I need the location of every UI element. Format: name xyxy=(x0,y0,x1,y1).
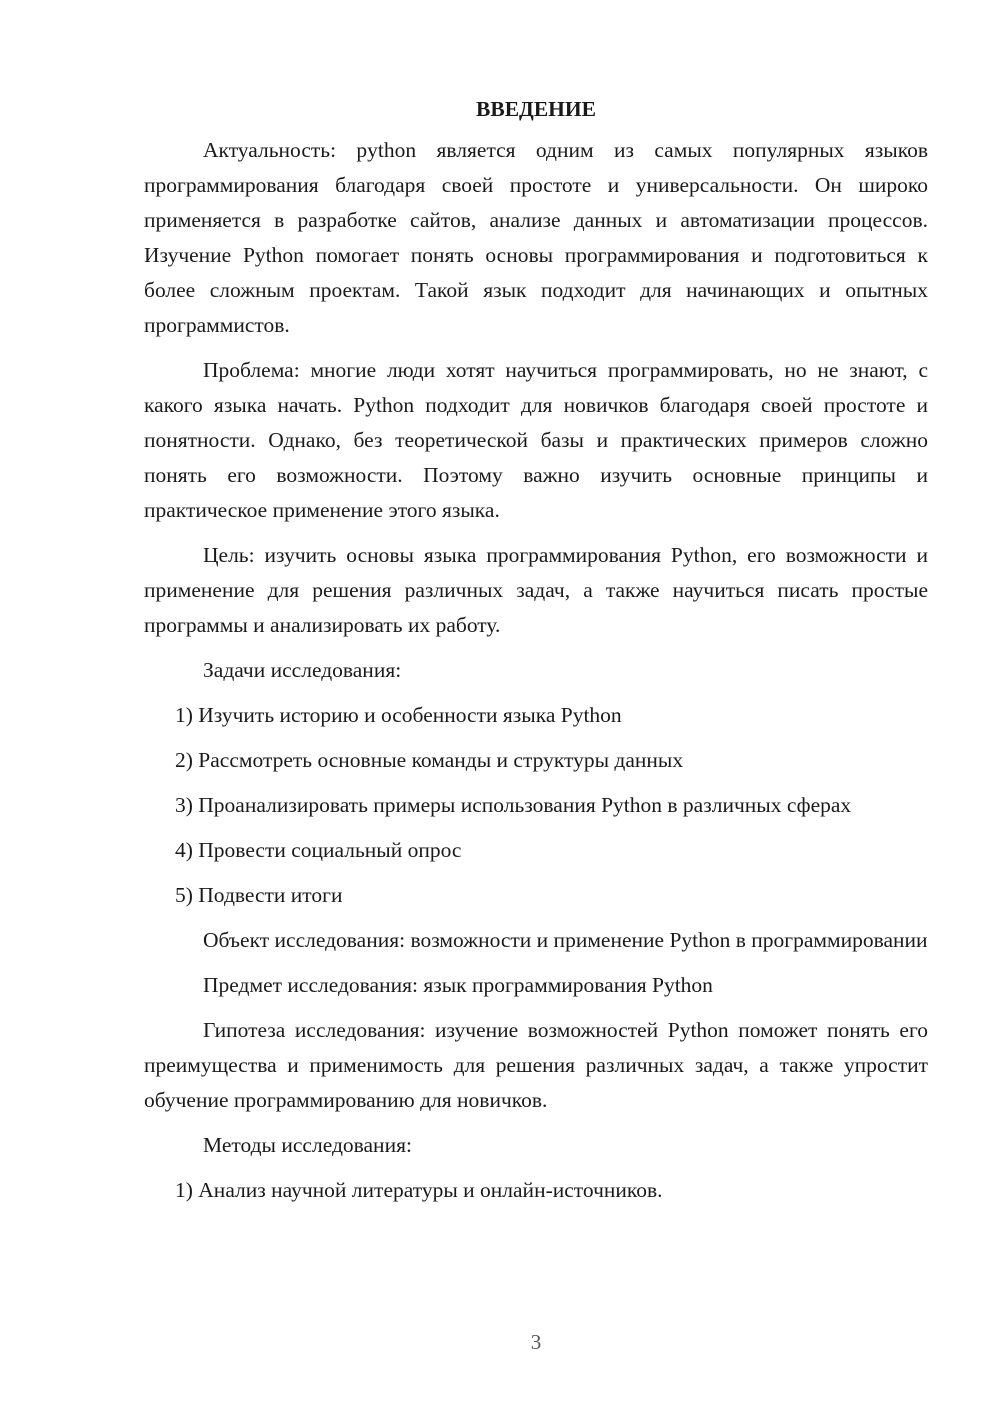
paragraph-problem: Проблема: многие люди хотят научиться программировать, но не знают, с какого языка начать. Python подходит для новичков благодаря своей простоте и понятности. Однако, без теоретической базы и практических примеров сложно понять его возможности. Поэтому важно изучить основные принципы и практическое применение этого языка. xyxy=(144,358,928,522)
task-item: 4) Провести социальный опрос xyxy=(175,838,462,862)
tasks-heading: Задачи исследования: xyxy=(203,658,402,682)
page-title: ВВЕДЕНИЕ xyxy=(476,97,596,121)
methods-heading: Методы исследования: xyxy=(203,1133,412,1157)
paragraph-hypothesis: Гипотеза исследования: изучение возможностей Python поможет понять его преимущества и применимость для решения различных задач, а также упростит обучение программированию для новичков. xyxy=(144,1018,928,1112)
document-body xyxy=(144,92,928,1218)
task-item: 3) Проанализировать примеры использования Python в различных сферах xyxy=(175,793,852,817)
task-item: 2) Рассмотреть основные команды и структуры данных xyxy=(175,748,684,772)
paragraph-subject: Предмет исследования: язык программирования Python xyxy=(203,973,713,997)
paragraph-object: Объект исследования: возможности и применение Python в программировании xyxy=(203,928,928,952)
paragraph-goal: Цель: изучить основы языка программирования Python, его возможности и применение для решения различных задач, а также научиться писать простые программы и анализировать их работу. xyxy=(144,543,928,637)
task-item: 5) Подвести итоги xyxy=(175,883,343,907)
method-item: 1) Анализ научной литературы и онлайн-источников. xyxy=(175,1178,663,1202)
task-item: 1) Изучить историю и особенности языка Python xyxy=(175,703,622,727)
page-number: 3 xyxy=(530,1330,542,1354)
paragraph-relevance: Актуальность: python является одним из самых популярных языков программирования благодаря своей простоте и универсальности. Он широко применяется в разработке сайтов, анализе данных и автоматизации процессов. Изучение Python помогает понять основы программирования и подготовиться к более сложным проектам. Такой язык подходит для начинающих и опытных программистов. xyxy=(144,138,928,337)
